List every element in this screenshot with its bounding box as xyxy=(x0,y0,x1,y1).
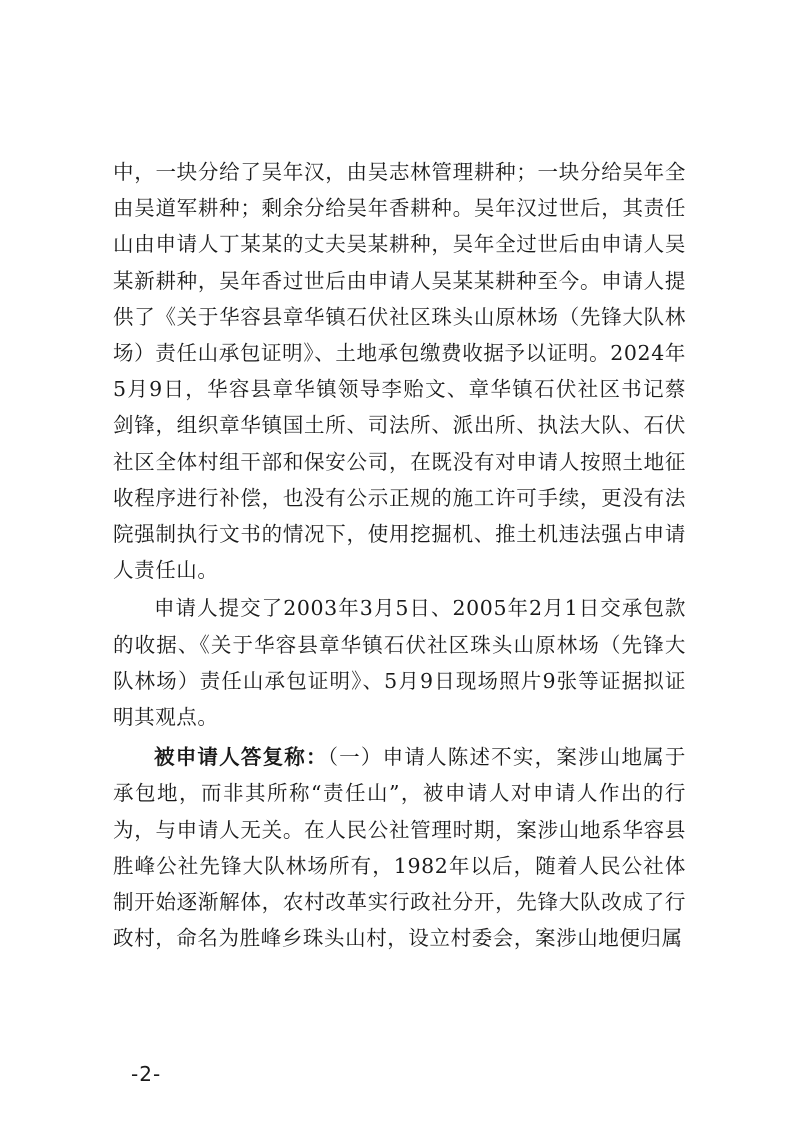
paragraph-respondent-reply xyxy=(113,739,686,956)
page-number: -2- xyxy=(131,1062,162,1086)
respondent-reply-lead: 被申请人答复称： xyxy=(154,745,328,770)
paragraph-continuation: 中，一块分给了吴年汉，由吴志林管理耕种；一块分给吴年全由吴道军耕种；剩余分给吴年香耕种。吴年汉过世后，其责任山由申请人丁某某的丈夫吴某耕种，吴年全过世后由申请人吴某新耕种，吴年香过世后由申请人吴某某耕种至今。申请人提供了《关于华容县章华镇石伏社区珠头山原林场（先锋大队林场）责任山承包证明》、土地承包缴费收据予以证明。2024年5月9日，华容县章华镇领导李贻文、章华镇石伏社区书记蔡剑锋，组织章华镇国土所、司法所、派出所、执法大队、石伏社区全体村组干部和保安公司，在既没有对申请人按照土地征收程序进行补偿，也没有公示正规的施工许可手续，更没有法院强制执行文书的情况下，使用挖掘机、推土机违法强占申请人责任山。 xyxy=(113,160,686,583)
document-body xyxy=(113,154,686,956)
respondent-reply-text: （一）申请人陈述不实，案涉山地属于承包地，而非其所称“责任山”，被申请人对申请人作出的行为，与申请人无关。在人民公社管理时期，案涉山地系华容县胜峰公社先锋大队林场所有，1982年以后，随着人民公社体制开始逐渐解体，农村改革实行政社分开，先锋大队改成了行政村，命名为胜峰乡珠头山村，设立村委会，案涉山地便归属 xyxy=(113,745,686,951)
paragraph-evidence: 申请人提交了2003年3月5日、2005年2月1日交承包款的收据、《关于华容县章华镇石伏社区珠头山原林场（先锋大队林场）责任山承包证明》、5月9日现场照片9张等证据拟证明其观点。 xyxy=(113,596,686,730)
